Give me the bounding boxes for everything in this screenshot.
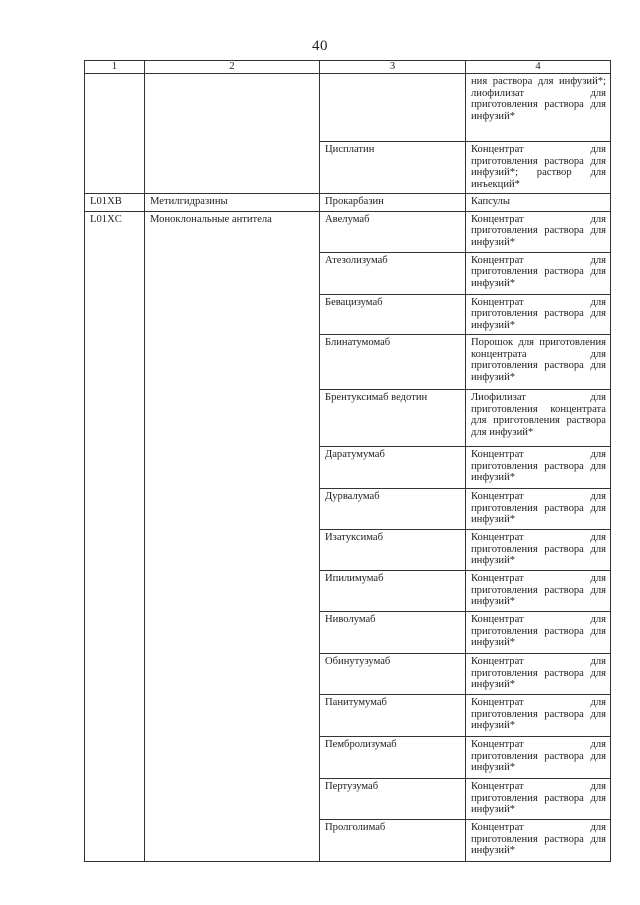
drug-name-cell: Даратумумаб	[320, 447, 466, 489]
drug-name-cell: Авелумаб	[320, 211, 466, 252]
drug-name-cell: Атезолизумаб	[320, 252, 466, 294]
atc-code-cell	[85, 74, 145, 194]
drug-name-cell: Цисплатин	[320, 142, 466, 194]
dosage-form-cell: Концентрат для приготовления раствора для инфузий*	[466, 737, 611, 779]
drug-name-cell: Пролголимаб	[320, 820, 466, 862]
dosage-form-cell: Концентрат для приготовления раствора для инфузий*	[466, 530, 611, 571]
column-number-4: 4	[466, 61, 611, 74]
table-row	[85, 194, 611, 212]
drug-name-cell: Пертузумаб	[320, 779, 466, 820]
dosage-form-cell: Концентрат для приготовления раствора для инфузий*	[466, 695, 611, 737]
drug-name-cell: Обинутузумаб	[320, 654, 466, 695]
table-body	[85, 61, 611, 862]
drug-name-cell: Брентуксимаб ведотин	[320, 390, 466, 447]
atc-code-cell: L01XC	[85, 211, 145, 862]
dosage-form-cell: Концентрат для приготовления раствора для инфузий*	[466, 252, 611, 294]
drug-name-cell: Ниволумаб	[320, 612, 466, 654]
dosage-form-cell: Капсулы	[466, 194, 611, 212]
drug-group-cell: Метилгидразины	[145, 194, 320, 212]
dosage-form-cell: Концентрат для приготовления раствора для инфузий*	[466, 779, 611, 820]
dosage-form-cell: Концентрат для приготовления раствора для инфузий*	[466, 489, 611, 530]
table-row	[85, 74, 611, 142]
drug-name-cell: Бевацизумаб	[320, 294, 466, 335]
dosage-form-cell: Концентрат для приготовления раствора для инфузий*	[466, 571, 611, 612]
column-number-1: 1	[85, 61, 145, 74]
drug-name-cell: Прокарбазин	[320, 194, 466, 212]
column-number-row	[85, 61, 611, 74]
dosage-form-cell: Концентрат для приготовления раствора для инфузий*	[466, 612, 611, 654]
drug-group-cell: Моноклональные антитела	[145, 211, 320, 862]
medication-table	[84, 60, 611, 862]
drug-name-cell: Изатуксимаб	[320, 530, 466, 571]
table-row	[85, 211, 611, 252]
drug-name-cell: Блинатумомаб	[320, 335, 466, 390]
drug-group-cell	[145, 74, 320, 194]
dosage-form-cell: Концентрат для приготовления раствора для инфузий*	[466, 211, 611, 252]
dosage-form-cell: Лиофилизат для приготовления концентрата для приготовления раствора для инфузий*	[466, 390, 611, 447]
dosage-form-cell: Порошок для приготовления концентрата для приготовления раствора для инфузий*	[466, 335, 611, 390]
dosage-form-cell: Концентрат для приготовления раствора для инфузий*; раствор для инъекций*	[466, 142, 611, 194]
column-number-3: 3	[320, 61, 466, 74]
page-number: 40	[312, 38, 328, 54]
column-number-2: 2	[145, 61, 320, 74]
drug-name-cell: Пембролизумаб	[320, 737, 466, 779]
dosage-form-cell: Концентрат для приготовления раствора для инфузий*	[466, 820, 611, 862]
dosage-form-cell: ния раствора для инфузий*; лиофилизат для приготовления раствора для инфузий*	[466, 74, 611, 142]
dosage-form-cell: Концентрат для приготовления раствора для инфузий*	[466, 654, 611, 695]
drug-name-cell: Ипилимумаб	[320, 571, 466, 612]
dosage-form-cell: Концентрат для приготовления раствора для инфузий*	[466, 447, 611, 489]
drug-name-cell: Дурвалумаб	[320, 489, 466, 530]
drug-name-cell: Панитумумаб	[320, 695, 466, 737]
atc-code-cell: L01XB	[85, 194, 145, 212]
drug-name-cell	[320, 74, 466, 142]
dosage-form-cell: Концентрат для приготовления раствора для инфузий*	[466, 294, 611, 335]
